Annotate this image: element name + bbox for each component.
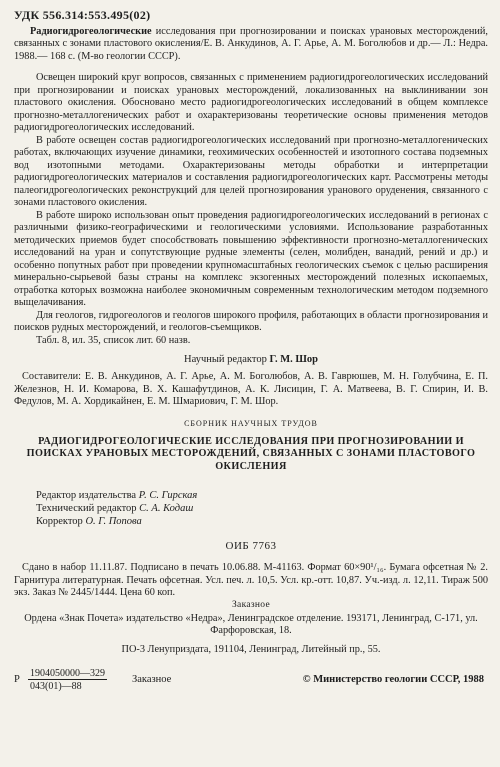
staff-name: О. Г. Попова — [85, 516, 142, 528]
abstract-paragraph: Для геологов, гидрогеологов и геологов широкого профиля, работающих в области прогнозирования и поисков рудных месторождений, и геологов-съемщиков. — [14, 309, 488, 334]
scientific-editor — [14, 354, 488, 365]
staff-row — [36, 502, 488, 515]
staff-row — [36, 515, 488, 528]
footer — [14, 668, 488, 700]
abstract-paragraph: Освещен широкий круг вопросов, связанных с применением радиогидрогеологических исследований при прогнозировании и поисках урановых месторождений, локализованных на выклинивании зон пластового окисления. Обосновано место радиогидрогеологических исследований в общем комплексе прогнозно-металлогенических работ и охарактеризованы теоретические основы применения методов радиогидрогеологических исследований. — [14, 72, 488, 134]
print-details: Сдано в набор 11.11.87. Подписано в печать 10.06.88. М-41163. Формат 60×90¹/₁₆. Бумага офсетная № 2. Гарнитура литературная. Печать офсетная. Усл. печ. л. 10,5. Усл. кр.-отт. 10,87. Уч.-изд. л. 12,11. Тираж 500 экз. Заказ № 2445/1444. Цена 60 коп. — [14, 562, 488, 599]
abstract — [14, 72, 488, 347]
copyright: © Министерство геологии СССР, 1988 — [302, 674, 484, 686]
zakaznoe-label: Заказное — [232, 599, 270, 610]
catalog-code — [28, 668, 107, 692]
collection-label: СБОРНИК НАУЧНЫХ ТРУДОВ — [184, 419, 318, 428]
staff-role: Редактор издательства — [36, 490, 137, 502]
footer-zakaz: Заказное — [132, 674, 172, 686]
editorial-staff — [36, 489, 488, 528]
staff-role: Технический редактор — [36, 503, 137, 515]
staff-name: Р. С. Гирская — [138, 490, 198, 502]
abstract-stats: Табл. 8, ил. 35, список лит. 60 назв. — [36, 334, 191, 346]
scientific-editor-name: Г. М. Шор — [269, 354, 318, 366]
staff-row — [36, 489, 488, 502]
catalog-code-numerator: 1904050000—329 — [30, 668, 105, 680]
printer-address: ПО-3 Ленуприздата, 191104, Ленинград, Литейный пр., 55. — [121, 643, 381, 655]
compilers-list: Составители: Е. В. Анкудинов, А. Г. Арье, А. М. Боголюбов, А. В. Гаврюшев, М. Н. Голубчина, Е. П. Железнов, Н. И. Комарова, В. Х. Кашафутдинов, А. К. Лисицин, Г. А. Матвеева, В. Г. Спирин, И. В. Федулов, М. А. Хордикайнен, Е. М. Шмариович, Г. М. Шор. — [14, 371, 488, 408]
abstract-paragraph: В работе освещен состав радиогидрогеологических исследований при прогнозно-металлогенических работах, включающих изучение динамики, геохимических особенностей и изотопного состава подземных вод изотопными методами. Охарактеризованы методы обработки и интерпретации радиогидрогеологических материалов и составления радиогидрогеологических карт. Рассмотрены методы палеогидрогеологических реконструкций для целей прогнозирования уранового оруденения, связанного с зонами пластового окисления. — [14, 134, 488, 209]
staff-name: С. А. Кодаш — [139, 503, 194, 515]
abstract-paragraph: В работе широко использован опыт проведения радиогидрогеологических исследований в регионах с различными физико-географическими и геологическими условиями. Использование разработанных методических приемов будет способствовать повышению эффективности прогнозно-металлогенических исследований на уран и сопутствующие рудные элементы (селен, молибден, ванадий, рений и др.) и особенно попутных работ при проведении крупномасштабных геологических съемок с целью расширения минерально-сырьевой базы страны на комплекс экзогенных месторождений полезных ископаемых, отработка которых возможна наиболее экономичным современным технологическим методом подземного выщелачивания. — [14, 209, 488, 309]
colophon-page — [14, 8, 488, 700]
footer-letter: Р — [14, 674, 20, 686]
scientific-editor-label: Научный редактор — [183, 354, 267, 366]
udk-code: УДК 556.314:553.495(02) — [14, 8, 151, 22]
book-title: РАДИОГИДРОГЕОЛОГИЧЕСКИЕ ИССЛЕДОВАНИЯ ПРИ ПРОГНОЗИРОВАНИИ И ПОИСКАХ УРАНОВЫХ МЕСТОРОЖДЕНИЙ, СВЯЗАННЫХ С ЗОНАМИ ПЛАСТОВОГО ОКИСЛЕНИЯ — [26, 436, 476, 472]
reference-title: Радиогидрогеологические — [30, 26, 152, 37]
staff-role: Корректор — [36, 516, 83, 528]
reference-text: исследования при прогнозировании и поисках урановых месторождений, связанных с зонами пластового окисления/Е. В. Анкудинов, А. Г. Арье, А. М. Боголюбов и др.— Л.: Недра. 1988.— 168 с. (М-во геологии СССР). — [14, 26, 488, 62]
oib-number: ОИБ 7763 — [225, 540, 277, 553]
bibliographic-reference — [14, 26, 488, 63]
catalog-code-denominator: 043(01)—88 — [30, 681, 82, 693]
publisher-address: Ордена «Знак Почета» издательство «Недра», Ленинградское отделение. 193171, Ленинград, С-171, ул. Фарфоровская, 18. — [24, 612, 478, 637]
